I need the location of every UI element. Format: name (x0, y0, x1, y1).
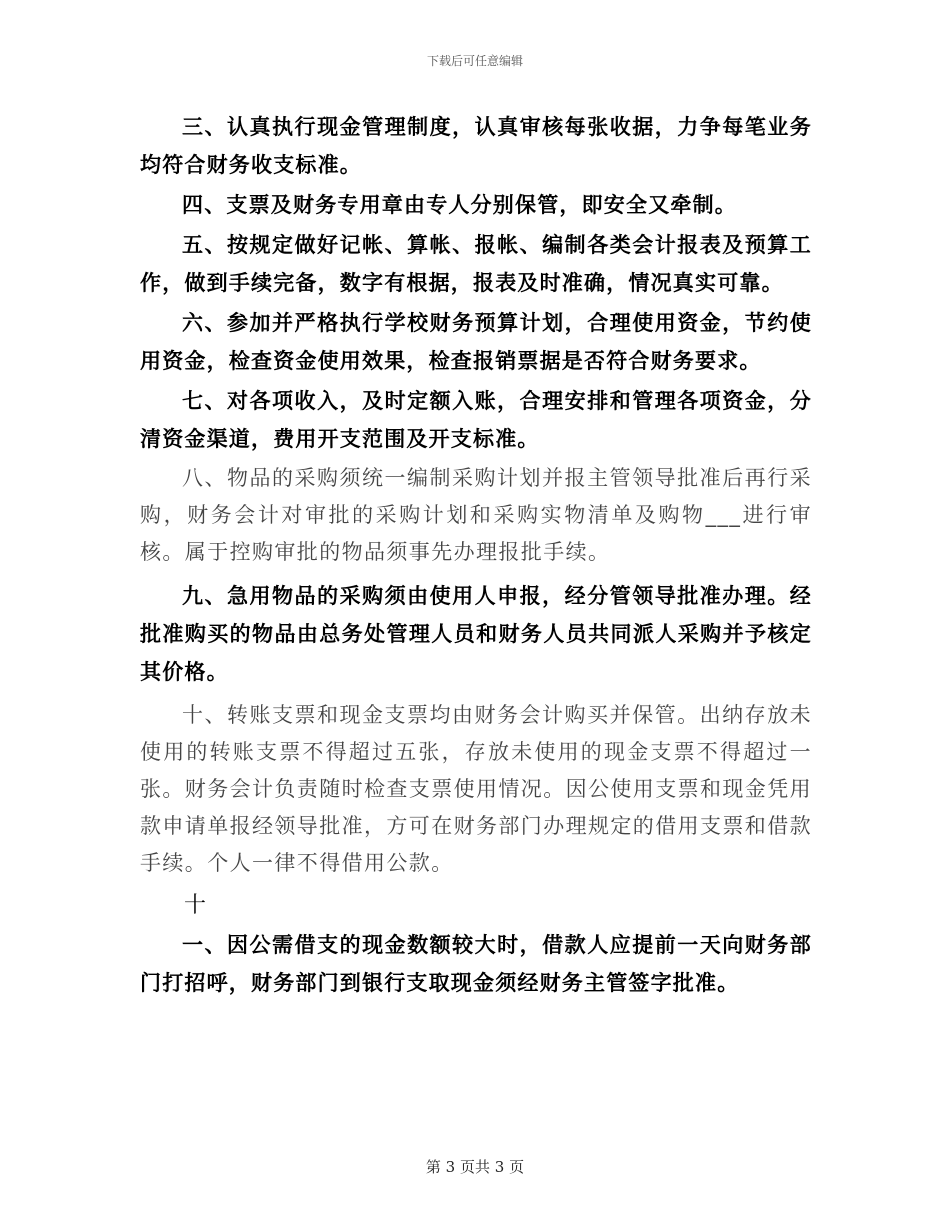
paragraph-item-8: 八、物品的采购须统一编制采购计划并报主管领导批准后再行采购，财务会计对审批的采购计划和采购实物清单及购物___进行审核。属于控购审批的物品须事先办理报批手续。 (140, 466, 812, 564)
document-body (140, 108, 812, 1002)
paragraph-item-10: 十、转账支票和现金支票均由财务会计购买并保管。出纳存放未使用的转账支票不得超过五张，存放未使用的现金支票不得超过一张。财务会计负责随时检查支票使用情况。因公使用支票和现金凭用款申请单报经领导批准，方可在财务部门办理规定的借用支票和借款手续。个人一律不得借用公款。 (140, 703, 812, 875)
paragraph-item-11: 一、因公需借支的现金数额较大时，借款人应提前一天向财务部门打招呼，财务部门到银行支取现金须经财务主管签字批准。 (140, 933, 812, 995)
paragraph-item-11-prefix: 十 (184, 893, 207, 918)
paragraph-item-3: 三、认真执行现金管理制度，认真审核每张收据，力争每笔业务均符合财务收支标准。 (140, 115, 812, 177)
page-footer: 第 3 页共 3 页 (425, 1158, 525, 1176)
paragraph-item-5: 五、按规定做好记帐、算帐、报帐、编制各类会计报表及预算工作，做到手续完备，数字有根据，报表及时准确，情况真实可靠。 (140, 233, 812, 295)
page-header: 下载后可任意编辑 (426, 54, 523, 68)
paragraph-item-9: 九、急用物品的采购须由使用人申报，经分管领导批准办理。经批准购买的物品由总务处管理人员和财务人员共同派人采购并予核定其价格。 (140, 584, 812, 684)
paragraph-item-6: 六、参加并严格执行学校财务预算计划，合理使用资金，节约使用资金，检查资金使用效果，检查报销票据是否符合财务要求。 (140, 311, 812, 373)
paragraph-item-7: 七、对各项收入，及时定额入账，合理安排和管理各项资金，分清资金渠道，费用开支范围及开支标准。 (140, 389, 812, 451)
paragraph-item-4: 四、支票及财务专用章由专人分别保管，即安全又牵制。 (182, 193, 737, 217)
